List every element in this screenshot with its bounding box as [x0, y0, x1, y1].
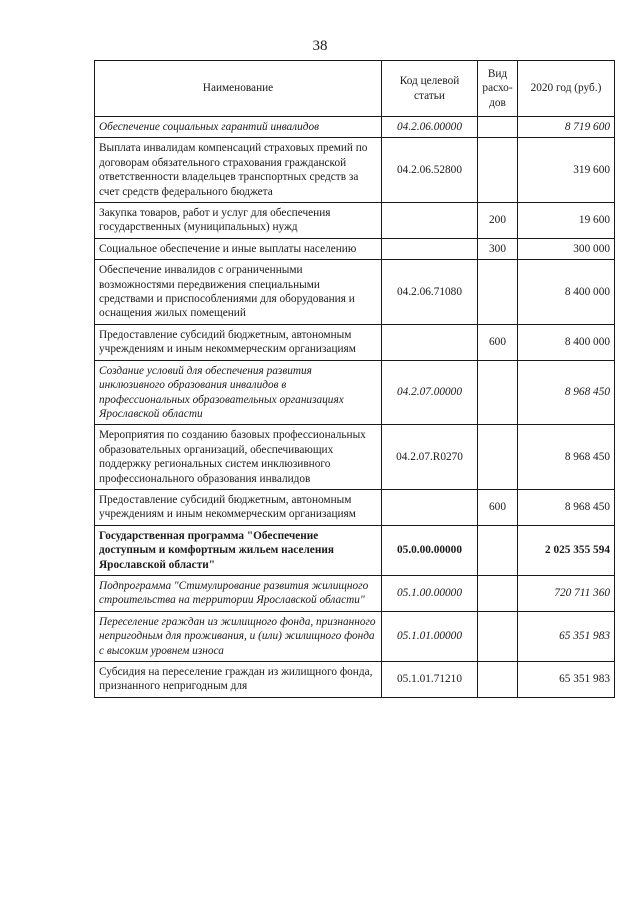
row-amount: 8 400 000 [518, 260, 615, 325]
row-code: 05.1.00.00000 [382, 575, 478, 611]
row-type [478, 662, 518, 698]
row-code [382, 203, 478, 239]
table-row [95, 117, 615, 138]
row-code: 04.2.07.R0270 [382, 425, 478, 490]
row-name: Создание условий для обеспечения развития инклюзивного образования инвалидов в профессиональных образовательных организациях Ярославской области [95, 360, 382, 425]
row-name: Закупка товаров, работ и услуг для обеспечения государственных (муниципальных) нужд [95, 203, 382, 239]
row-name: Предоставление субсидий бюджетным, автономным учреждениям и иным некоммерческим организациям [95, 489, 382, 525]
header-type: Вид расхо-дов [478, 61, 518, 117]
row-name: Выплата инвалидам компенсаций страховых премий по договорам обязательного страхования гражданской ответственности владельцев транспортных средств за счет средств федерального бюджета [95, 138, 382, 203]
row-code [382, 238, 478, 259]
row-code: 05.0.00.00000 [382, 525, 478, 575]
row-code: 04.2.07.00000 [382, 360, 478, 425]
header-code: Код целевой статьи [382, 61, 478, 117]
row-type [478, 260, 518, 325]
table-row [95, 525, 615, 575]
table-row [95, 425, 615, 490]
row-type [478, 611, 518, 661]
table-row [95, 138, 615, 203]
header-amount: 2020 год (руб.) [518, 61, 615, 117]
row-name: Социальное обеспечение и иные выплаты населению [95, 238, 382, 259]
row-name: Мероприятия по созданию базовых профессиональных образовательных организаций, обеспечивающих поддержку региональных систем инклюзивного профессионального образования инвалидов [95, 425, 382, 490]
table-row [95, 203, 615, 239]
row-amount: 8 400 000 [518, 324, 615, 360]
row-amount: 720 711 360 [518, 575, 615, 611]
row-name: Предоставление субсидий бюджетным, автономным учреждениям и иным некоммерческим организациям [95, 324, 382, 360]
row-type [478, 360, 518, 425]
row-type [478, 138, 518, 203]
row-type: 600 [478, 489, 518, 525]
table-row [95, 238, 615, 259]
row-amount: 65 351 983 [518, 662, 615, 698]
row-amount: 19 600 [518, 203, 615, 239]
row-code: 05.1.01.00000 [382, 611, 478, 661]
row-amount: 300 000 [518, 238, 615, 259]
row-code: 04.2.06.52800 [382, 138, 478, 203]
row-amount: 65 351 983 [518, 611, 615, 661]
table-row [95, 360, 615, 425]
budget-table [94, 60, 615, 698]
row-amount: 8 968 450 [518, 360, 615, 425]
header-name: Наименование [95, 61, 382, 117]
row-name: Подпрограмма "Стимулирование развития жилищного строительства на территории Ярославской области" [95, 575, 382, 611]
row-code [382, 489, 478, 525]
page-number: 38 [312, 38, 328, 54]
row-type: 600 [478, 324, 518, 360]
row-code: 04.2.06.00000 [382, 117, 478, 138]
row-type: 200 [478, 203, 518, 239]
row-type [478, 425, 518, 490]
row-type [478, 575, 518, 611]
row-name: Переселение граждан из жилищного фонда, признанного непригодным для проживания, и (или) жилищного фонда с высоким уровнем износа [95, 611, 382, 661]
table-row [95, 611, 615, 661]
row-amount: 319 600 [518, 138, 615, 203]
row-code [382, 324, 478, 360]
row-name: Обеспечение инвалидов с ограниченными возможностями передвижения специальными средствами и приспособлениями для оборудования и оснащения жилых помещений [95, 260, 382, 325]
row-type [478, 525, 518, 575]
table-row [95, 324, 615, 360]
table-row [95, 260, 615, 325]
row-amount: 8 719 600 [518, 117, 615, 138]
table-row [95, 662, 615, 698]
table-row [95, 489, 615, 525]
row-name: Государственная программа "Обеспечение доступным и комфортным жильем населения Ярославской области" [95, 525, 382, 575]
row-name: Субсидия на переселение граждан из жилищного фонда, признанного непригодным для [95, 662, 382, 698]
row-type [478, 117, 518, 138]
table-header-row [95, 61, 615, 117]
row-name: Обеспечение социальных гарантий инвалидов [95, 117, 382, 138]
row-amount: 8 968 450 [518, 489, 615, 525]
row-amount: 2 025 355 594 [518, 525, 615, 575]
row-code: 05.1.01.71210 [382, 662, 478, 698]
row-type: 300 [478, 238, 518, 259]
table-row [95, 575, 615, 611]
row-code: 04.2.06.71080 [382, 260, 478, 325]
row-amount: 8 968 450 [518, 425, 615, 490]
